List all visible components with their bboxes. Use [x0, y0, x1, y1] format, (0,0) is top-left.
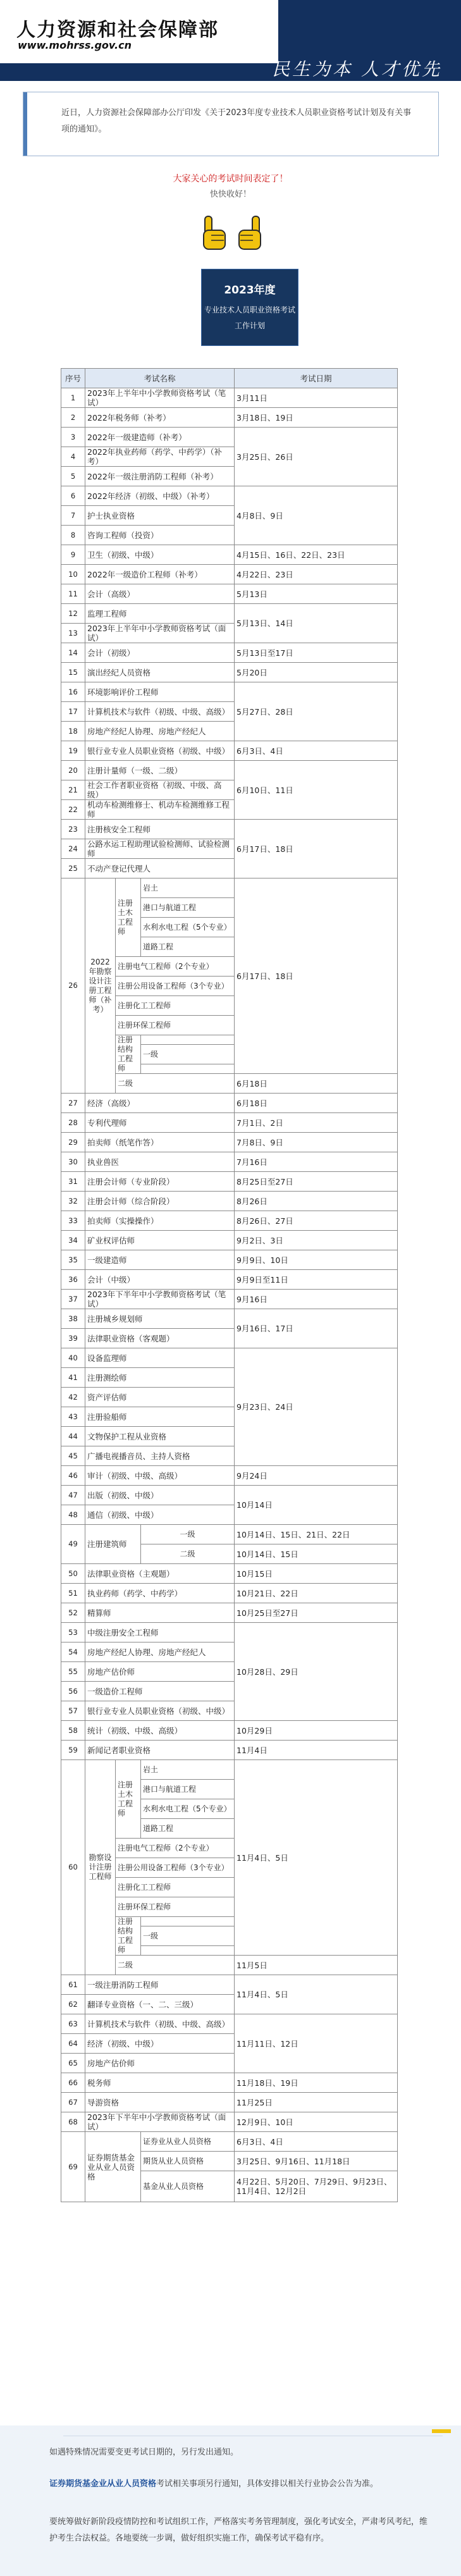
row-no: 27 [61, 1094, 85, 1113]
exam-name: 出版（初级、中级） [85, 1486, 235, 1505]
table-header-row [61, 369, 398, 388]
row-no: 7 [61, 506, 85, 526]
exam-subname: 期货从业人员资格 [141, 2152, 235, 2171]
intro-text: 近日，人力资源社会保障部办公厅印发《关于2023年度专业技术人员职业资格考试计划及有关事项的通知》。 [61, 108, 412, 134]
table-row [61, 2132, 398, 2152]
exam-name: 经济（初级、中级） [85, 2034, 235, 2054]
exam-name: 机动车检测维修士、机动车检测维修工程师 [85, 800, 235, 820]
exam-name: 房地产估价师 [85, 2054, 235, 2073]
exam-group-name: 2022年勘察设计注册工程师（补考） [85, 878, 116, 1094]
exam-name: 会计（中级） [85, 1270, 235, 1290]
exam-date: 8月26日、27日 [235, 1211, 398, 1231]
row-no: 18 [61, 722, 85, 741]
row-no: 37 [61, 1290, 85, 1309]
exam-name: 2022年执业药师（药学、中药学）（补考） [85, 447, 235, 467]
table-row [61, 2014, 398, 2034]
exam-specialty: 注册环保工程师 [116, 1897, 235, 1917]
exam-specialty: 注册环保工程师 [116, 1016, 235, 1035]
exam-name: 证券期货基金业从业人员资格 [85, 2132, 141, 2202]
exam-name: 咨询工程师（投资） [85, 526, 235, 545]
exam-name: 翻译专业资格（一、二、三级） [85, 1995, 235, 2014]
exam-date: 5月13日至17日 [235, 643, 398, 663]
exam-date: 7月1日、2日 [235, 1113, 398, 1133]
col-header-no: 序号 [61, 369, 85, 388]
exam-specialty-blank [141, 1035, 235, 1045]
row-no: 60 [61, 1760, 85, 1975]
exam-name: 会计（高级） [85, 584, 235, 604]
exam-name: 通信（初级、中级） [85, 1505, 235, 1525]
exam-specialty: 岩土 [141, 1760, 235, 1780]
exam-specialty: 水利水电工程（5个专业） [141, 918, 235, 937]
exam-name: 护士执业资格 [85, 506, 235, 526]
exam-name: 一级注册消防工程师 [85, 1975, 235, 1995]
table-row [61, 1760, 398, 1780]
row-no: 44 [61, 1427, 85, 1446]
table-row [61, 1525, 398, 1544]
exam-name: 税务师 [85, 2073, 235, 2093]
plan-title [202, 302, 298, 334]
exam-specialty: 一级 [141, 1045, 235, 1064]
table-row [61, 878, 398, 898]
row-no: 30 [61, 1152, 85, 1172]
exam-date: 3月25日、9月16日、11月18日 [235, 2152, 398, 2171]
exam-date: 9月24日 [235, 1466, 398, 1486]
exam-name: 2022年经济（初级、中级）（补考） [85, 486, 235, 506]
exam-date: 11月5日 [235, 1956, 398, 1975]
exam-date: 7月8日、9日 [235, 1133, 398, 1152]
row-no: 16 [61, 682, 85, 702]
exam-date: 5月27日、28日 [235, 682, 398, 741]
row-no: 20 [61, 761, 85, 780]
plan-year: 2023年度 [224, 284, 276, 297]
table-row [61, 643, 398, 663]
table-row [61, 604, 398, 624]
row-no: 38 [61, 1309, 85, 1329]
row-no: 35 [61, 1250, 85, 1270]
exam-date: 11月4日 [235, 1741, 398, 1760]
exam-name: 房地产经纪人协理、房地产经纪人 [85, 1642, 235, 1662]
exam-level: 二级 [141, 1544, 235, 1564]
row-no: 49 [61, 1525, 85, 1564]
exam-date: 4月22日、23日 [235, 565, 398, 584]
site-header [0, 0, 461, 81]
table-row [61, 1975, 398, 1995]
row-no: 45 [61, 1446, 85, 1466]
exam-name: 2023年下半年中小学教师资格考试（面试） [85, 2112, 235, 2132]
exam-specialty: 道路工程 [141, 937, 235, 957]
exam-name: 注册验船师 [85, 1407, 235, 1427]
footer-note-1: 如遇特殊情况需要变更考试日期的，另行发出通知。 [49, 2448, 239, 2457]
exam-date: 11月4日、5日 [235, 1760, 398, 1956]
logo-url[interactable]: www.mohrss.gov.cn [18, 39, 132, 51]
table-row [61, 663, 398, 682]
exam-specialty: 注册公用设备工程师（3个专业） [116, 977, 235, 996]
exam-name: 经济（高级） [85, 1094, 235, 1113]
exam-name: 中级注册安全工程师 [85, 1623, 235, 1642]
exam-name: 监理工程师 [85, 604, 235, 624]
exam-name: 卫生（初级、中级） [85, 545, 235, 565]
exam-date: 7月16日 [235, 1152, 398, 1172]
exam-name: 2023年上半年中小学教师资格考试（笔试） [85, 388, 235, 408]
table-row [61, 741, 398, 761]
exam-subgroup: 注册结构工程师 [116, 1035, 141, 1074]
table-row [61, 1564, 398, 1584]
exam-specialty: 注册公用设备工程师（3个专业） [116, 1858, 235, 1878]
header-slogan: 民生为本 人才优先 [272, 59, 442, 80]
exam-specialty: 水利水电工程（5个专业） [141, 1799, 235, 1819]
table-row [61, 1113, 398, 1133]
exam-name: 注册会计师（专业阶段） [85, 1172, 235, 1192]
table-row [61, 1741, 398, 1760]
exam-date: 6月17日、18日 [235, 820, 398, 878]
exam-specialty-blank [141, 1064, 235, 1074]
exam-specialty: 二级 [116, 1956, 235, 1975]
exam-specialty: 注册电气工程师（2个专业） [116, 1839, 235, 1858]
exam-name: 公路水运工程助理试验检测师、试验检测师 [85, 839, 235, 859]
exam-date: 10月28日、29日 [235, 1623, 398, 1721]
exam-specialty: 一级 [141, 1926, 235, 1946]
notice-headline: 大家关心的考试时间表定了！ [173, 174, 288, 184]
table-row [61, 1466, 398, 1486]
exam-name: 精算师 [85, 1603, 235, 1623]
logo-name: 人力资源和社会保障部 [16, 19, 219, 41]
exam-name: 拍卖师（实操操作） [85, 1211, 235, 1231]
row-no: 47 [61, 1486, 85, 1505]
exam-date: 6月18日 [235, 1074, 398, 1094]
exam-date: 6月3日、4日 [235, 741, 398, 761]
row-no: 2 [61, 408, 85, 428]
table-row [61, 1290, 398, 1309]
exam-name: 注册核安全工程师 [85, 820, 235, 839]
exam-date: 6月17日、18日 [235, 878, 398, 1074]
exam-date: 9月9日、10日 [235, 1250, 398, 1270]
exam-name: 演出经纪人员资格 [85, 663, 235, 682]
exam-date: 12月9日、10日 [235, 2112, 398, 2132]
footer-highlight: 证券期货基金业从业人员资格 [49, 2479, 157, 2489]
row-no: 6 [61, 486, 85, 506]
exam-group-name: 勘察设计注册工程师 [85, 1760, 116, 1975]
table-row [61, 1721, 398, 1741]
exam-name: 专利代理师 [85, 1113, 235, 1133]
exam-date: 6月3日、4日 [235, 2132, 398, 2152]
row-no: 12 [61, 604, 85, 624]
exam-subgroup: 注册土木工程师 [116, 878, 141, 957]
row-no: 69 [61, 2132, 85, 2202]
logo-area [0, 0, 278, 63]
exam-date: 6月18日 [235, 1094, 398, 1113]
exam-date: 5月13日、14日 [235, 604, 398, 643]
row-no: 61 [61, 1975, 85, 1995]
header-strip [0, 63, 278, 81]
row-no: 26 [61, 878, 85, 1094]
row-no: 63 [61, 2014, 85, 2034]
exam-date: 11月25日 [235, 2093, 398, 2112]
row-no: 29 [61, 1133, 85, 1152]
table-row [61, 388, 398, 408]
exam-specialty: 港口与航道工程 [141, 898, 235, 918]
exam-name: 2022年税务师（补考） [85, 408, 235, 428]
row-no: 43 [61, 1407, 85, 1427]
row-no: 39 [61, 1329, 85, 1348]
row-no: 10 [61, 565, 85, 584]
row-no: 62 [61, 1995, 85, 2014]
row-no: 15 [61, 663, 85, 682]
exam-name: 2022年一级造价工程师（补考） [85, 565, 235, 584]
row-no: 23 [61, 820, 85, 839]
row-no: 52 [61, 1603, 85, 1623]
row-no: 46 [61, 1466, 85, 1486]
table-row [61, 761, 398, 780]
exam-name: 注册测绘师 [85, 1368, 235, 1388]
exam-name: 资产评估师 [85, 1388, 235, 1407]
table-row [61, 1309, 398, 1329]
row-no: 58 [61, 1721, 85, 1741]
row-no: 19 [61, 741, 85, 761]
exam-name: 一级建造师 [85, 1250, 235, 1270]
row-no: 55 [61, 1662, 85, 1682]
exam-name: 拍卖师（纸笔作答） [85, 1133, 235, 1152]
row-no: 64 [61, 2034, 85, 2054]
exam-date: 9月2日、3日 [235, 1231, 398, 1250]
table-row [61, 1584, 398, 1603]
col-header-name: 考试名称 [85, 369, 235, 388]
exam-date: 10月21日、22日 [235, 1584, 398, 1603]
row-no: 57 [61, 1701, 85, 1721]
table-row [61, 1231, 398, 1250]
exam-specialty: 道路工程 [141, 1819, 235, 1839]
exam-date: 4月8日、9日 [235, 486, 398, 545]
exam-date: 3月11日 [235, 388, 398, 408]
exam-date: 9月16日 [235, 1290, 398, 1309]
exam-name: 导游资格 [85, 2093, 235, 2112]
exam-date: 8月25日至27日 [235, 1172, 398, 1192]
exam-date: 4月22日、5月20日、7月29日、9月23日、11月4日、12月2日 [235, 2171, 398, 2202]
exam-name: 银行业专业人员职业资格（初级、中级） [85, 1701, 235, 1721]
exam-name: 文物保护工程从业资格 [85, 1427, 235, 1446]
pointing-hand-icon [201, 215, 229, 253]
exam-level: 一级 [141, 1525, 235, 1544]
exam-name: 注册计量师（一级、二级） [85, 761, 235, 780]
exam-subname: 基金从业人员资格 [141, 2171, 235, 2202]
row-no: 1 [61, 388, 85, 408]
intro-box [23, 92, 439, 156]
footer-note-2-text: 考试相关事项另行通知，具体安排以相关行业协会公告为准。 [156, 2479, 379, 2489]
table-row [61, 1211, 398, 1231]
row-no: 3 [61, 428, 85, 447]
exam-name: 社会工作者职业资格（初级、中级、高级） [85, 780, 235, 800]
exam-name: 统计（初级、中级、高级） [85, 1721, 235, 1741]
row-no: 54 [61, 1642, 85, 1662]
row-no: 8 [61, 526, 85, 545]
exam-subgroup: 注册土木工程师 [116, 1760, 141, 1839]
exam-name: 设备监理师 [85, 1348, 235, 1368]
exam-date: 9月16日、17日 [235, 1309, 398, 1348]
row-no: 51 [61, 1584, 85, 1603]
exam-specialty: 注册化工工程师 [116, 1878, 235, 1897]
exam-name: 会计（初级） [85, 643, 235, 663]
plan-title-line2: 工作计划 [234, 321, 265, 330]
exam-name: 2022年一级注册消防工程师（补考） [85, 467, 235, 486]
table-row [61, 820, 398, 839]
exam-name: 房地产估价师 [85, 1662, 235, 1682]
exam-name: 环境影响评价工程师 [85, 682, 235, 702]
row-no: 65 [61, 2054, 85, 2073]
exam-name: 不动产登记代理人 [85, 859, 235, 878]
exam-name: 计算机技术与软件（初级、中级、高级） [85, 702, 235, 722]
exam-date: 5月13日 [235, 584, 398, 604]
row-no: 5 [61, 467, 85, 486]
row-no: 22 [61, 800, 85, 820]
table-row [61, 1172, 398, 1192]
row-no: 67 [61, 2093, 85, 2112]
exam-date: 10月14日 [235, 1486, 398, 1525]
exam-subgroup: 注册结构工程师 [116, 1917, 141, 1956]
row-no: 42 [61, 1388, 85, 1407]
table-row [61, 428, 398, 447]
exam-name: 2022年一级建造师（补考） [85, 428, 235, 447]
exam-date: 11月18日、19日 [235, 2073, 398, 2093]
exam-date: 10月29日 [235, 1721, 398, 1741]
exam-date: 10月25日至27日 [235, 1603, 398, 1623]
exam-name: 房地产经纪人协理、房地产经纪人 [85, 722, 235, 741]
exam-date: 9月9日至11日 [235, 1270, 398, 1290]
row-no: 53 [61, 1623, 85, 1642]
row-no: 14 [61, 643, 85, 663]
col-header-date: 考试日期 [235, 369, 398, 388]
table-row [61, 565, 398, 584]
table-row [61, 1250, 398, 1270]
exam-specialty: 注册电气工程师（2个专业） [116, 957, 235, 977]
exam-name: 广播电视播音员、主持人资格 [85, 1446, 235, 1466]
exam-name: 法律职业资格（客观题） [85, 1329, 235, 1348]
row-no: 17 [61, 702, 85, 722]
exam-subname: 证券业从业人员资格 [141, 2132, 235, 2152]
row-no: 36 [61, 1270, 85, 1290]
exam-name: 注册建筑师 [85, 1525, 141, 1564]
exam-name: 注册城乡规划师 [85, 1309, 235, 1329]
exam-name: 执业药师（药学、中药学） [85, 1584, 235, 1603]
row-no: 33 [61, 1211, 85, 1231]
table-row [61, 408, 398, 428]
table-row [61, 1133, 398, 1152]
table-row [61, 682, 398, 702]
table-row [61, 1270, 398, 1290]
footer-note-2 [49, 2476, 429, 2493]
row-no: 34 [61, 1231, 85, 1250]
row-no: 28 [61, 1113, 85, 1133]
table-row [61, 1603, 398, 1623]
table-row [61, 2112, 398, 2132]
exam-name: 新闻记者职业资格 [85, 1741, 235, 1760]
table-row [61, 1486, 398, 1505]
table-row [61, 2093, 398, 2112]
exam-name: 矿业权评估师 [85, 1231, 235, 1250]
footer-notes [0, 2425, 461, 2576]
row-no: 41 [61, 1368, 85, 1388]
row-no: 21 [61, 780, 85, 800]
row-no: 50 [61, 1564, 85, 1584]
footer-note-3: 要统筹做好新阶段疫情防控和考试组织工作，严格落实考务管理制度，强化考试安全，严肃考风考纪，维护考生合法权益。各地要统一步调，做好组织实施工作，确保考试平稳有序。 [49, 2517, 428, 2543]
table-row [61, 545, 398, 565]
exam-date: 4月15日、16日、22日、23日 [235, 545, 398, 565]
table-row [61, 1152, 398, 1172]
table-row [61, 584, 398, 604]
exam-specialty: 岩土 [141, 878, 235, 898]
table-row [61, 1094, 398, 1113]
exam-name: 注册会计师（综合阶段） [85, 1192, 235, 1211]
exam-name: 2023年上半年中小学教师资格考试（面试） [85, 624, 235, 643]
table-row [61, 1192, 398, 1211]
notice-sub: 快快收好！ [209, 190, 251, 199]
row-no: 11 [61, 584, 85, 604]
exam-date: 9月23日、24日 [235, 1348, 398, 1466]
exam-specialty-blank [141, 1946, 235, 1956]
row-no: 40 [61, 1348, 85, 1368]
exam-name: 银行业专业人员职业资格（初级、中级） [85, 741, 235, 761]
exam-name: 法律职业资格（主观题） [85, 1564, 235, 1584]
row-no: 31 [61, 1172, 85, 1192]
table-row [61, 1348, 398, 1368]
exam-date: 3月18日、19日 [235, 408, 398, 428]
exam-date: 10月14日、15日 [235, 1544, 398, 1564]
exam-date: 5月20日 [235, 663, 398, 682]
row-no: 25 [61, 859, 85, 878]
row-no: 4 [61, 447, 85, 467]
row-no: 24 [61, 839, 85, 859]
exam-name: 2023年下半年中小学教师资格考试（笔试） [85, 1290, 235, 1309]
row-no: 48 [61, 1505, 85, 1525]
exam-name: 执业兽医 [85, 1152, 235, 1172]
exam-date: 6月10日、11日 [235, 761, 398, 820]
row-no: 59 [61, 1741, 85, 1760]
exam-date: 10月14日、15日、21日、22日 [235, 1525, 398, 1544]
row-no: 9 [61, 545, 85, 565]
row-no: 13 [61, 624, 85, 643]
table-row [61, 2073, 398, 2093]
exam-specialty: 注册化工工程师 [116, 996, 235, 1016]
pointing-hand-icon [235, 215, 263, 253]
exam-date: 11月11日、12日 [235, 2014, 398, 2073]
exam-name: 计算机技术与软件（初级、中级、高级） [85, 2014, 235, 2034]
exam-name: 一级造价工程师 [85, 1682, 235, 1701]
exam-name: 审计（初级、中级、高级） [85, 1466, 235, 1486]
exam-specialty: 二级 [116, 1074, 235, 1094]
intro-accent [23, 92, 27, 156]
exam-date: 8月26日 [235, 1192, 398, 1211]
footer-accent [432, 2429, 451, 2433]
row-no: 56 [61, 1682, 85, 1701]
plan-title-box [201, 269, 298, 346]
exam-date: 3月25日、26日 [235, 428, 398, 486]
table-row [61, 486, 398, 506]
exam-schedule-table [61, 368, 398, 2202]
row-no: 32 [61, 1192, 85, 1211]
table-row [61, 1623, 398, 1642]
exam-specialty-blank [141, 1917, 235, 1926]
plan-title-line1: 专业技术人员职业资格考试 [204, 305, 295, 314]
row-no: 66 [61, 2073, 85, 2093]
exam-date: 11月4日、5日 [235, 1975, 398, 2014]
exam-date: 10月15日 [235, 1564, 398, 1584]
row-no: 68 [61, 2112, 85, 2132]
exam-specialty: 港口与航道工程 [141, 1780, 235, 1799]
